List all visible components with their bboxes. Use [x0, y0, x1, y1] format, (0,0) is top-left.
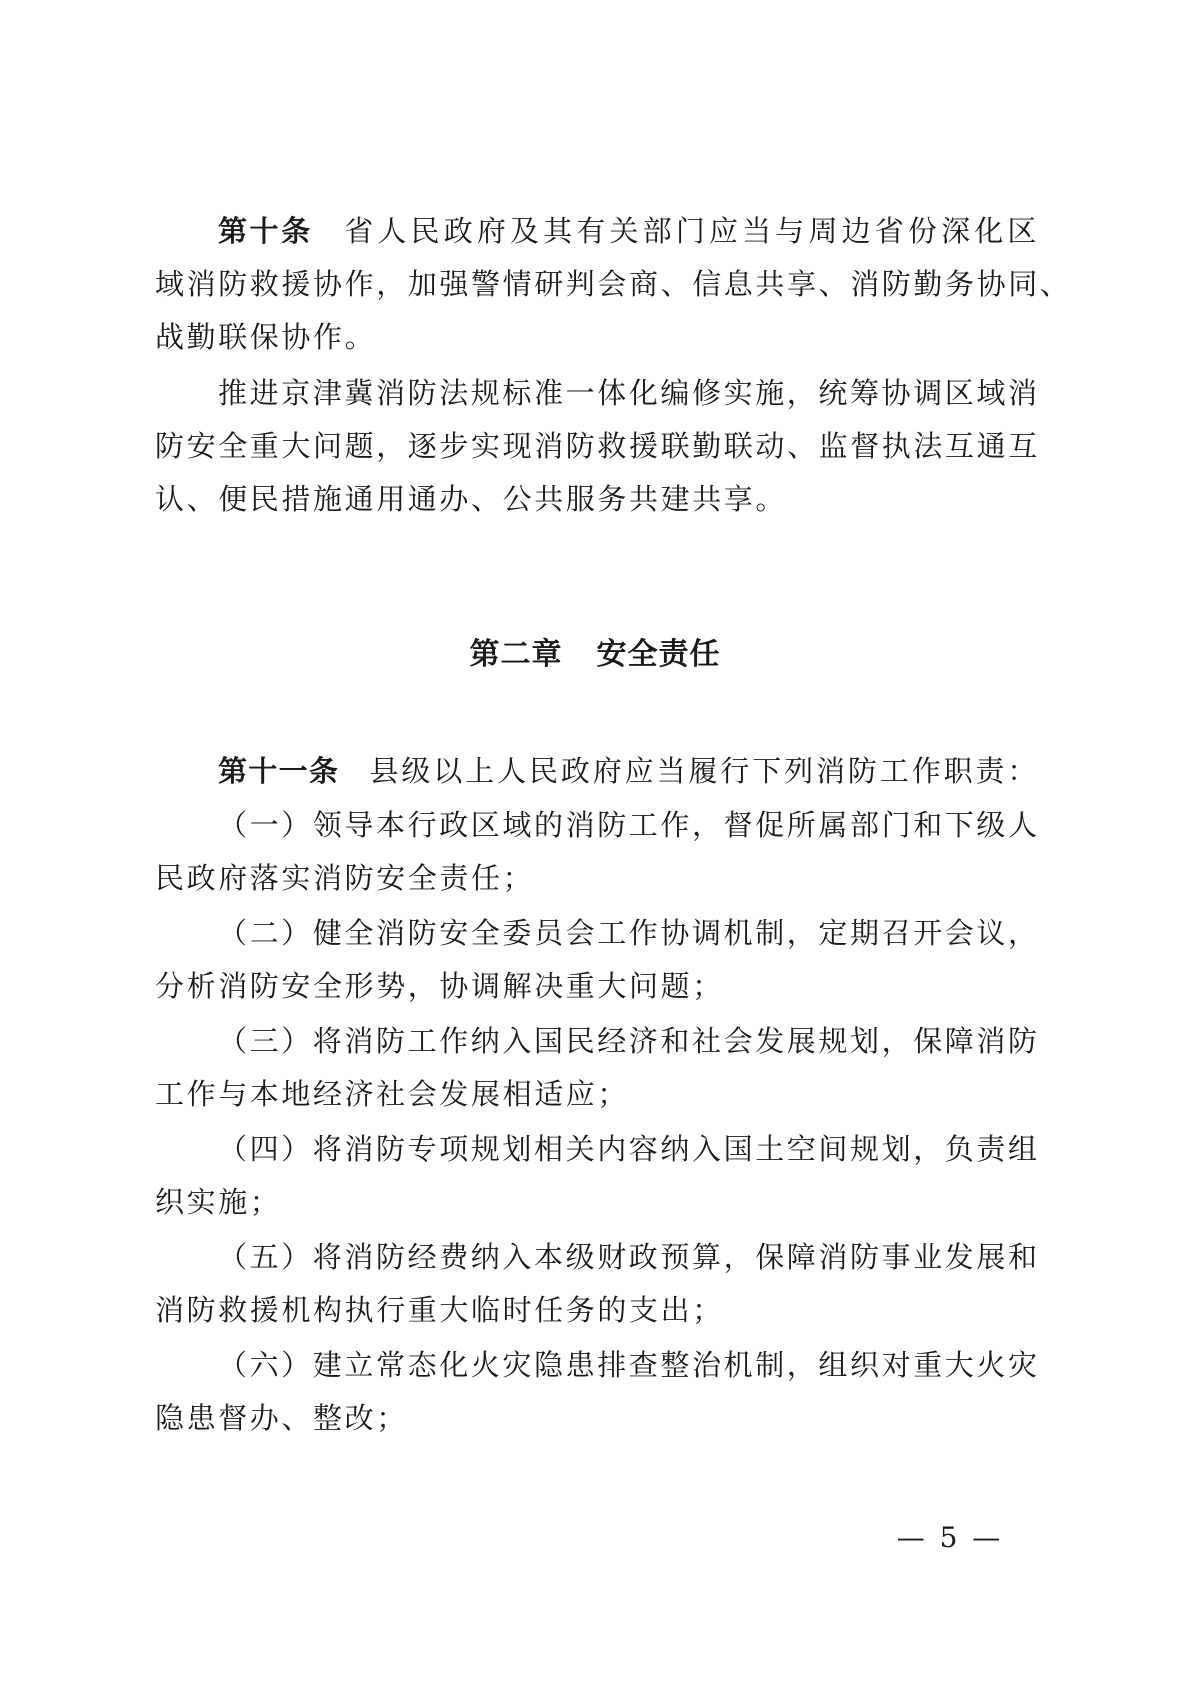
article-11-item-5-line-1: （五）将消防经费纳入本级财政预算，保障消防事业发展和: [218, 1240, 1040, 1274]
chapter-title: 安全责任: [596, 637, 721, 672]
article-11-intro: 县级以上人民政府应当履行下列消防工作职责：: [369, 754, 1039, 788]
article-11-item-1-line-2: 民政府落实消防安全责任；: [155, 861, 535, 895]
page-number: — 5 —: [896, 1521, 1004, 1554]
article-11-item-6-line-1: （六）建立常态化火灾隐患排查整治机制，组织对重大火灾: [218, 1348, 1040, 1382]
article-11-item-3-line-1: （三）将消防工作纳入国民经济和社会发展规划，保障消防: [218, 1024, 1040, 1058]
article-10-line-1: [218, 211, 1039, 251]
chapter-heading: [0, 633, 1190, 677]
article-10-text: 省人民政府及其有关部门应当与周边省份深化区: [342, 214, 1039, 248]
article-11-line-1: [218, 751, 1039, 791]
article-11-item-2-line-1: （二）健全消防安全委员会工作协调机制，定期召开会议，: [218, 916, 1040, 950]
article-11-item-6-line-2: 隐患督办、整改；: [155, 1401, 408, 1435]
article-10-line-2: 域消防救援协作，加强警情研判会商、信息共享、消防勤务协同、: [155, 267, 1072, 301]
article-11-item-4-line-2: 织实施；: [155, 1185, 282, 1219]
article-10-para2-line-3: 认、便民措施通用通办、公共服务共建共享。: [155, 482, 788, 516]
chapter-number: 第二章: [469, 637, 563, 672]
article-10-para2-line-1: 推进京津冀消防法规标准一体化编修实施，统筹协调区域消: [218, 376, 1040, 410]
article-10-line-3: 战勤联保协作。: [155, 320, 377, 354]
article-11-item-3-line-2: 工作与本地经济社会发展相适应；: [155, 1077, 630, 1111]
article-11-item-4-line-1: （四）将消防专项规划相关内容纳入国土空间规划，负责组: [218, 1132, 1040, 1166]
article-11-heading: 第十一条: [218, 754, 340, 788]
article-10-para2-line-2: 防安全重大问题，逐步实现消防救援联勤联动、监督执法互通互: [155, 429, 1040, 463]
article-11-item-2-line-2: 分析消防安全形势，协调解决重大问题；: [155, 969, 724, 1003]
article-11-item-5-line-2: 消防救援机构执行重大临时任务的支出；: [155, 1293, 724, 1327]
article-11-item-1-line-1: （一）领导本行政区域的消防工作，督促所属部门和下级人: [218, 808, 1040, 842]
article-10-heading: 第十条: [218, 214, 313, 248]
